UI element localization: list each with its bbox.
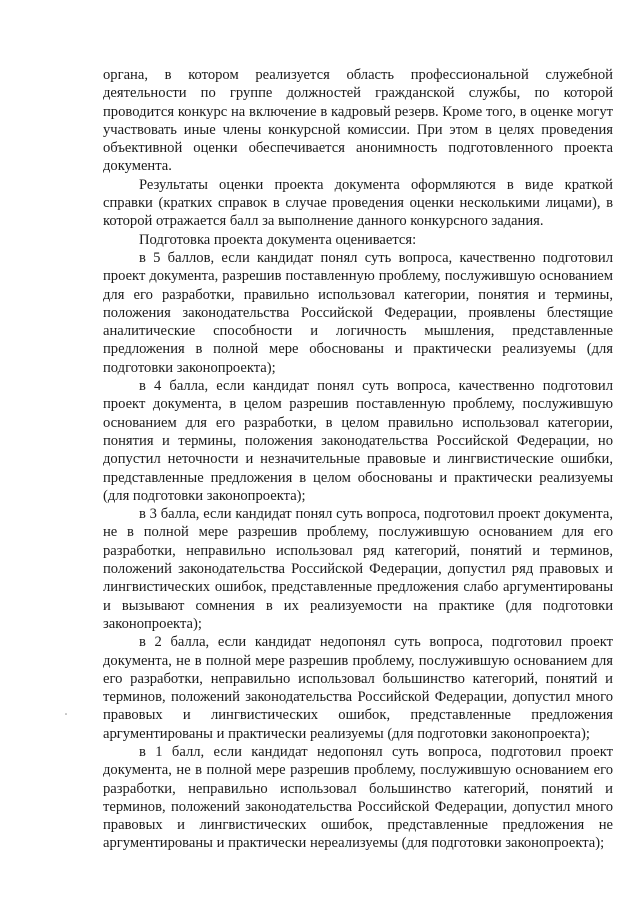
- paragraph-score-4: в 4 балла, если кандидат понял суть вопроса, качественно подготовил проект документа, в целом разрешив поставленную проблему, послужившую основанием для его разработки, в целом правильно использовал категории, понятия и термины, положения законодательства Российской Федерации, но допустил неточности и незначительные правовые и лингвистические ошибки, представленные предложения в целом обоснованы и практически реализуемы (для подготовки законопроекта);: [103, 378, 613, 504]
- paragraph-intro-continuation: органа, в котором реализуется область профессиональной служебной деятельности по группе должностей гражданской службы, по которой проводится конкурс на включение в кадровый резерв. Кроме того, в оценке могут участвовать иные члены конкурсной комиссии. При этом в целях проведения объективной оценки обеспечивается анонимность подготовленного проекта документа.: [103, 67, 613, 175]
- paragraph-score-1: в 1 балл, если кандидат недопонял суть вопроса, подготовил проект документа, не в полной мере разрешив проблему, послужившую основанием его разработки, неправильно использовал большинство категорий, понятий и терминов, положений законодательства Российской Федерации, допустил много правовых и лингвистических ошибок, представленные предложения не аргументированы и практически нереализуемы (для подготовки законопроекта);: [103, 743, 613, 852]
- paragraph-assessment-results: Результаты оценки проекта документа оформляются в виде краткой справки (кратких справок в случае проведения оценки несколькими лицами), в которой отражается балл за выполнение данного конкурсного задания.: [103, 176, 613, 230]
- document-body: [103, 66, 613, 853]
- paragraph-score-5: в 5 баллов, если кандидат понял суть вопроса, качественно подготовил проект документа, разрешив поставленную проблему, послужившую основанием для его разработки, правильно использовал категории, понятия и термины, положения законодательства Российской Федерации, проявлены блестящие аналитические способности и логичность мышления, представленные предложения в полной мере обоснованы и практически реализуемы (для подготовки законопроекта);: [103, 249, 613, 376]
- paragraph-assessment-heading: Подготовка проекта документа оценивается:: [139, 231, 417, 248]
- paragraph-score-3: в 3 балла, если кандидат понял суть вопроса, подготовил проект документа, не в полной мере разрешив проблему, послужившую основанием для его разработки, неправильно использовал ряд категорий, понятий и терминов, положений законодательства Российской Федерации, допустил ряд правовых и лингвистических ошибок, представленные предложения слабо аргументированы и вызывают сомнения в их реализуемости на практике (для подготовки законопроекта);: [103, 506, 613, 632]
- paragraph-score-2: в 2 балла, если кандидат недопонял суть вопроса, подготовил проект документа, не в полной мере разрешив проблему, послужившую основанием для его разработки, неправильно использовал большинство категорий, понятий и терминов, положений законодательства Российской Федерации, допустил много правовых и лингвистических ошибок, представленные предложения аргументированы и практически реализуемы (для подготовки законопроекта);: [103, 634, 613, 742]
